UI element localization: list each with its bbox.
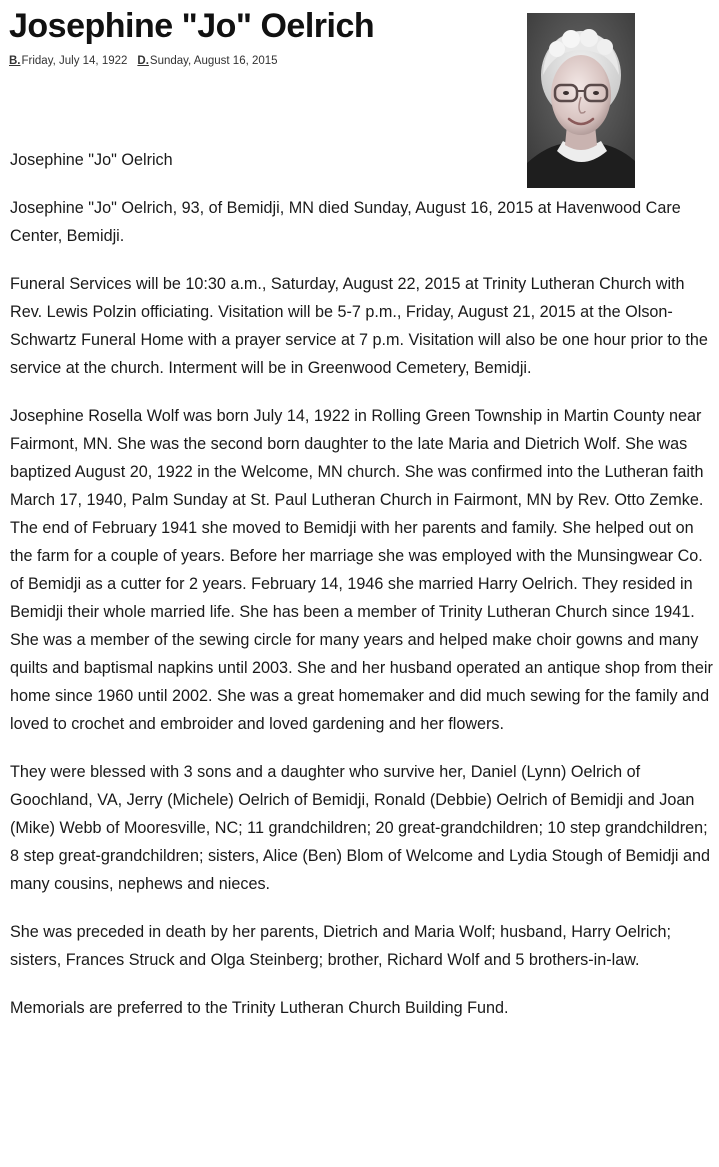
death-label: D. (137, 55, 149, 67)
death-date: Sunday, August 16, 2015 (149, 55, 278, 67)
obituary-paragraph: Funeral Services will be 10:30 a.m., Saturday, August 22, 2015 at Trinity Lutheran Church with Rev. Lewis Polzin officiating. Visitation will be 5-7 p.m., Friday, August 21, 2015 at the Olson-Schwartz Funeral Home with a prayer service at 7 p.m. Visitation will also be one hour prior to the service at the church. Interment will be in Greenwood Cemetery, Bemidji. (10, 275, 708, 377)
obituary-paragraph: Josephine "Jo" Oelrich (10, 151, 173, 169)
page-title: Josephine "Jo" Oelrich (9, 7, 375, 45)
obituary-header (9, 0, 509, 68)
birth-label: B. (9, 55, 21, 67)
life-dates (9, 54, 509, 68)
birth-date: Friday, July 14, 1922 (21, 55, 128, 67)
obituary-paragraph: Josephine Rosella Wolf was born July 14, 1922 in Rolling Green Township in Martin County near Fairmont, MN. She was the second born daughter to the late Maria and Dietrich Wolf. She was baptized August 20, 1922 in the Welcome, MN church. She was confirmed into the Lutheran faith March 17, 1940, Palm Sunday at St. Paul Lutheran Church in Fairmont, MN by Rev. Otto Zemke. The end of February 1941 she moved to Bemidji with her parents and family. She helped out on the farm for a couple of years. Before her marriage she was employed with the Munsingwear Co. of Bemidji as a cutter for 2 years. February 14, 1946 she married Harry Oelrich. They resided in Bemidji their whole married life. She has been a member of Trinity Lutheran Church since 1941. She was a member of the sewing circle for many years and helped make choir gowns and many quilts and baptismal napkins until 2003. She and her husband operated an antique shop from their home since 1960 until 2002. She was a great homemaker and did much sewing for the family and loved to crochet and embroider and loved gardening and her flowers. (10, 407, 713, 733)
obituary-paragraph: Memorials are preferred to the Trinity Lutheran Church Building Fund. (10, 999, 509, 1017)
obituary-paragraph: They were blessed with 3 sons and a daughter who survive her, Daniel (Lynn) Oelrich of Goochland, VA, Jerry (Michele) Oelrich of Bemidji, Ronald (Debbie) Oelrich of Bemidji and Joan (Mike) Webb of Mooresville, NC; 11 grandchildren; 20 great-grandchildren; 10 step grandchildren; 8 step great-grandchildren; sisters, Alice (Ben) Blom of Welcome and Lydia Stough of Bemidji and many cousins, nephews and nieces. (10, 763, 711, 893)
obituary-paragraph: She was preceded in death by her parents, Dietrich and Maria Wolf; husband, Harry Oelrich; sisters, Frances Struck and Olga Steinberg; brother, Richard Wolf and 5 brothers-in-law. (10, 923, 672, 969)
obituary-paragraph: Josephine "Jo" Oelrich, 93, of Bemidji, MN died Sunday, August 16, 2015 at Havenwood Care Center, Bemidji. (10, 199, 681, 245)
obituary-text (10, 146, 714, 1042)
